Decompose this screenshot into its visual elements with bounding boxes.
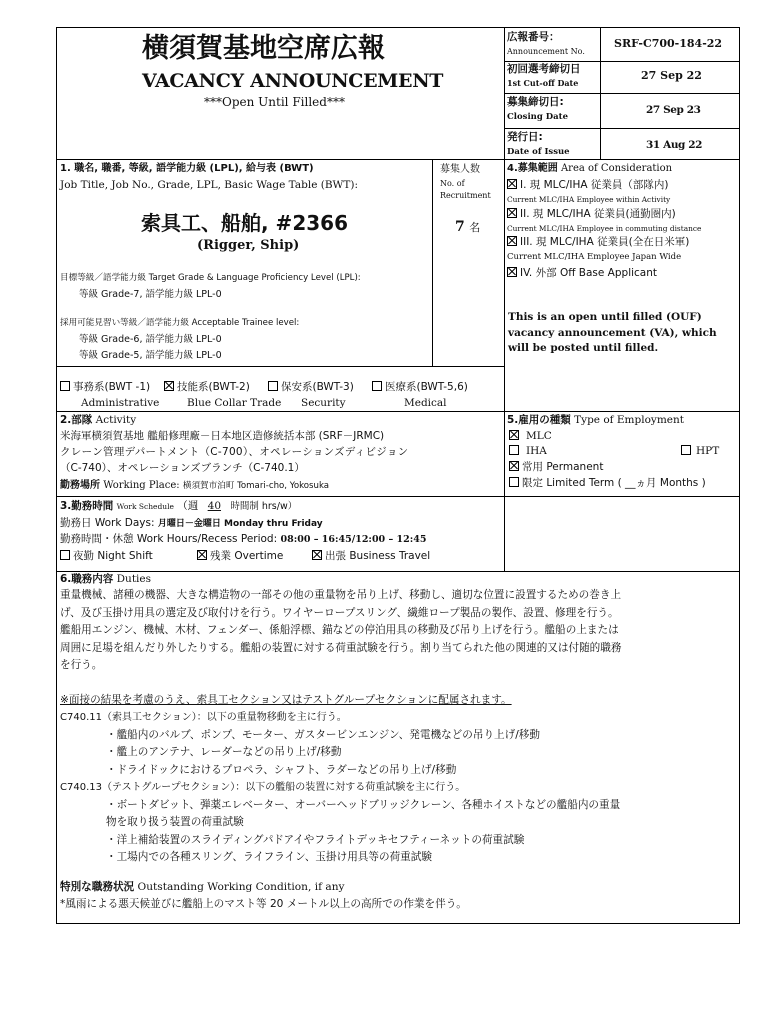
emp-iha-label: IHA [526,445,547,457]
cond-label-jp: 特別な職務状況 [60,880,135,893]
issue-label-jp: 発行日: [507,131,543,143]
duties-c74013-b3: ・工場内での各種スリング、ライフライン、玉掛け用具等の荷重試験 [106,851,432,863]
emp-limited-label: 限定 Limited Term ( __ヵ月 Months ) [522,477,706,489]
night-shift-checkbox[interactable] [60,550,70,560]
activity-line-3: （C-740）、オペレーションズブランチ（C-740.1） [60,462,305,474]
duties-c74013: C740.13（テストグループセクション）：以下の艦船の装置に対する荷重試験を主に行う。 [60,782,466,793]
bwt-blue-checkbox[interactable] [164,381,174,391]
ann-label-jp: 広報番号： [507,31,560,43]
area-label [507,163,672,175]
issue-label-en: Date of Issue [507,147,570,157]
schedule-week-pre: （週 [177,500,199,512]
work-days [60,517,323,529]
activity-label-jp: 2.部隊 [60,414,93,426]
duties-c74011: C740.11（索具工セクション）：以下の重量物移動を主に行う。 [60,712,347,723]
area-label-jp: 4.募集範囲 [507,163,558,174]
job-label-jp: 1. 職名, 職番, 等級, 語学能力級 (LPL), 給与表 (BWT) [60,163,314,174]
ann-value: SRF-C700-184-22 [614,37,723,50]
emp-permanent-checkbox[interactable] [509,461,519,471]
bwt-blue-en: Blue Collar Trade [187,397,282,409]
working-condition-text: *風雨による悪天候並びに艦船上のマスト等 20 メートル以上の高所での作業を伴う。 [60,898,467,910]
duties-p1-l4: 周囲に足場を組んだり外したりする。艦船の装置に対する荷重試験を行う。割り当てられた他の関連的又は付随的職務 [60,641,622,654]
schedule-label-jp: 3.勤務時間 [60,500,114,512]
bwt-admin-jp: 事務系(BWT -1) [73,381,151,393]
emp-hpt-checkbox[interactable] [681,445,691,455]
bwt-admin-en: Administrative [81,397,160,409]
area-item-4 [507,267,657,279]
business-travel-checkbox[interactable] [312,550,322,560]
job-label-en: Job Title, Job No., Grade, LPL, Basic Wage Table (BWT): [60,179,358,191]
target-grade: 等級 Grade-7, 語学能力級 LPL-0 [79,289,222,300]
duties-label [60,573,151,585]
area-checkbox-3[interactable] [507,236,517,246]
cutoff-value: 27 Sep 22 [641,69,702,82]
area-checkbox-1[interactable] [507,179,517,189]
area-item-3-text: III. 現 MLC/IHA 従業員(全在日米軍) [520,236,690,248]
duties-p1-l1: 重量機械、諸種の機器、大きな構造物の一部その他の重量物を吊り上げ、移動し、適切な位置に設置するための巻き上 [60,589,622,601]
duties-p1-l3: 艦船用エンジン、機械、木材、フェンダー、係船浮標、錨などの停泊用具の移動及び吊り上げを行う。艦船の上または [60,624,619,636]
cutoff-label-en: 1st Cut-off Date [507,78,579,88]
bwt-blue [164,381,250,393]
area-item-4-text: IV. 外部 Off Base Applicant [520,267,658,279]
hours-label: 勤務時間・休憩 Work Hours/Recess Period: [60,533,278,545]
duties-c74013-b1a: ・ボートダビット、弾薬エレベーター、オーバーヘッドブリッジクレーン、各種ホイストなどの艦船内の重量 [106,798,621,811]
activity-label-en: Activity [95,414,137,426]
schedule-label-en: Work Schedule [116,502,174,511]
emp-permanent-label: 常用 Permanent [522,461,604,473]
job-title-en: (Rigger, Ship) [197,238,300,253]
schedule-label [60,500,297,513]
title-en: VACANCY ANNOUNCEMENT [142,70,444,92]
emp-hpt-label: HPT [696,445,720,457]
cond-label-en: Outstanding Working Condition, if any [137,880,345,893]
activity-line-1: 米海軍横須賀基地 艦船修理廠－日本地区造修統括本部 (SRF－JRMC) [60,430,385,442]
announcement-form [56,27,740,924]
closing-label-en: Closing Date [507,112,568,122]
emp-mlc [509,430,552,442]
ouf-note: This is an open until filled (OUF) vacancy announcement (VA), which will be posted until filled. [508,311,717,354]
area-item-2-sub: Current MLC/IHA Employee in commuting distance [507,224,702,233]
area-item-2 [507,208,676,220]
night-shift-label: 夜勤 Night Shift [73,550,153,562]
night-shift [60,550,153,562]
recruit-count-value: 7 [455,219,465,235]
days-value: 月曜日－金曜日 Monday thru Friday [157,519,323,529]
duties-c74013-b2: ・洋上補給装置のスライディングパドアイやフライトデッキセフティーネットの荷重試験 [106,833,525,846]
bwt-medical-checkbox[interactable] [372,381,382,391]
bwt-blue-jp: 技能系(BWT-2) [177,381,250,393]
area-item-3 [507,236,689,248]
work-hours [60,533,426,546]
emp-mlc-checkbox[interactable] [509,430,519,440]
schedule-week-post: 時間制 hrs/w） [230,501,298,512]
overtime [197,550,283,562]
schedule-hours: 40 [207,500,222,512]
business-travel-label: 出張 Business Travel [325,550,431,562]
area-item-1 [507,179,669,191]
recruit-count-unit: 名 [469,221,481,234]
target-label: 目標等級／語学能力級 Target Grade & Language Proficiency Level (LPL): [60,273,361,283]
working-condition-label [60,879,736,897]
area-checkbox-4[interactable] [507,267,517,277]
duties-c74011-b1: ・艦船内のバルブ、ポンプ、モーター、ガスタービンエンジン、発電機などの吊り上げ/移動 [106,728,540,741]
trainee-grade-5: 等級 Grade-5, 語学能力級 LPL-0 [79,350,222,361]
bwt-security-en: Security [301,397,346,409]
area-label-en: Area of Consideration [560,163,673,174]
emp-mlc-label: MLC [526,430,552,442]
duties-note: ※面接の結果を考慮のうえ、索具工セクション又はテストグループセクションに配属されます。 [60,693,512,706]
bwt-medical-en: Medical [404,397,447,409]
recruit-label-en-2: Recruitment [440,191,491,200]
emp-iha-checkbox[interactable] [509,445,519,455]
area-checkbox-2[interactable] [507,208,517,218]
emp-hpt [681,445,719,457]
trainee-grade-6: 等級 Grade-6, 語学能力級 LPL-0 [79,334,222,345]
closing-label-jp: 募集締切日: [507,96,564,108]
duties-c74011-b3: ・ドライドックにおけるプロペラ、シャフト、ラダーなどの吊り上げ/移動 [106,763,457,776]
place-value: 横須賀市泊町 Tomari-cho, Yokosuka [182,481,330,491]
activity-label [60,414,136,426]
hours-value: 08:00 – 16:45/12:00 – 12:45 [280,534,427,545]
employment-label-jp: 5.雇用の種類 [507,414,571,426]
cutoff-label-jp: 初回選考締切日 [507,63,581,75]
duties-p1-l5: を行う。 [60,659,103,671]
duties-c74011-b2: ・艦上のアンテナ、レーダーなどの吊り上げ/移動 [106,746,342,758]
activity-line-2: クレーン管理デパートメント（C-700）、オペレーションズディビジョン [60,446,409,458]
place-label-en: Working Place: [103,480,180,491]
employment-label-en: Type of Employment [574,414,685,426]
duties-body [60,587,736,914]
emp-permanent [509,461,603,473]
duties-section [57,571,740,923]
bwt-security [268,381,354,393]
recruit-label-en-1: No. of [440,179,465,188]
overtime-label: 残業 Overtime [210,550,284,562]
issue-value: 31 Aug 22 [646,139,703,151]
business-travel [312,550,430,562]
recruit-label-jp: 募集人数 [440,164,480,175]
recruit-count [455,219,480,235]
emp-limited [509,477,706,489]
working-place [60,480,329,492]
bwt-security-checkbox[interactable] [268,381,278,391]
duties-p1-l2: げ、及び玉掛け用具の選定及び取付けを行う。ワイヤーロープスリング、繊維ロープ製品の製作、設置、修理を行う。 [60,606,619,619]
bwt-admin-checkbox[interactable] [60,381,70,391]
place-label-jp: 勤務場所 [60,480,100,491]
bwt-security-jp: 保安系(BWT-3) [281,381,354,393]
duties-label-jp: 6.職務内容 [60,573,114,585]
bwt-medical-jp: 医療系(BWT-5,6) [385,381,468,393]
overtime-checkbox[interactable] [197,550,207,560]
bwt-admin [60,381,150,393]
area-item-1-sub: Current MLC/IHA Employee within Activity [507,195,671,204]
area-item-1-text: I. 現 MLC/IHA 従業員（部隊内) [520,179,669,191]
duties-label-en: Duties [116,573,152,585]
emp-iha [509,445,547,457]
duties-c74013-b1b: 物を取り扱う装置の荷重試験 [106,816,244,828]
closing-value: 27 Sep 23 [646,104,701,116]
days-label: 勤務日 Work Days: [60,517,155,529]
bwt-medical [372,381,468,393]
employment-label [507,414,684,426]
subtitle: ***Open Until Filled*** [204,95,345,109]
job-title-jp: 索具工、船舶, #2366 [141,211,348,235]
ann-label-en: Announcement No. [507,47,585,56]
emp-limited-checkbox[interactable] [509,477,519,487]
area-item-3-sub: Current MLC/IHA Employee Japan Wide [507,252,682,262]
area-item-2-text: II. 現 MLC/IHA 従業員(通勤圏内) [520,208,676,220]
title-jp: 横須賀基地空席広報 [142,33,385,64]
trainee-label: 採用可能見習い等級／語学能力級 Acceptable Trainee level: [60,318,300,328]
